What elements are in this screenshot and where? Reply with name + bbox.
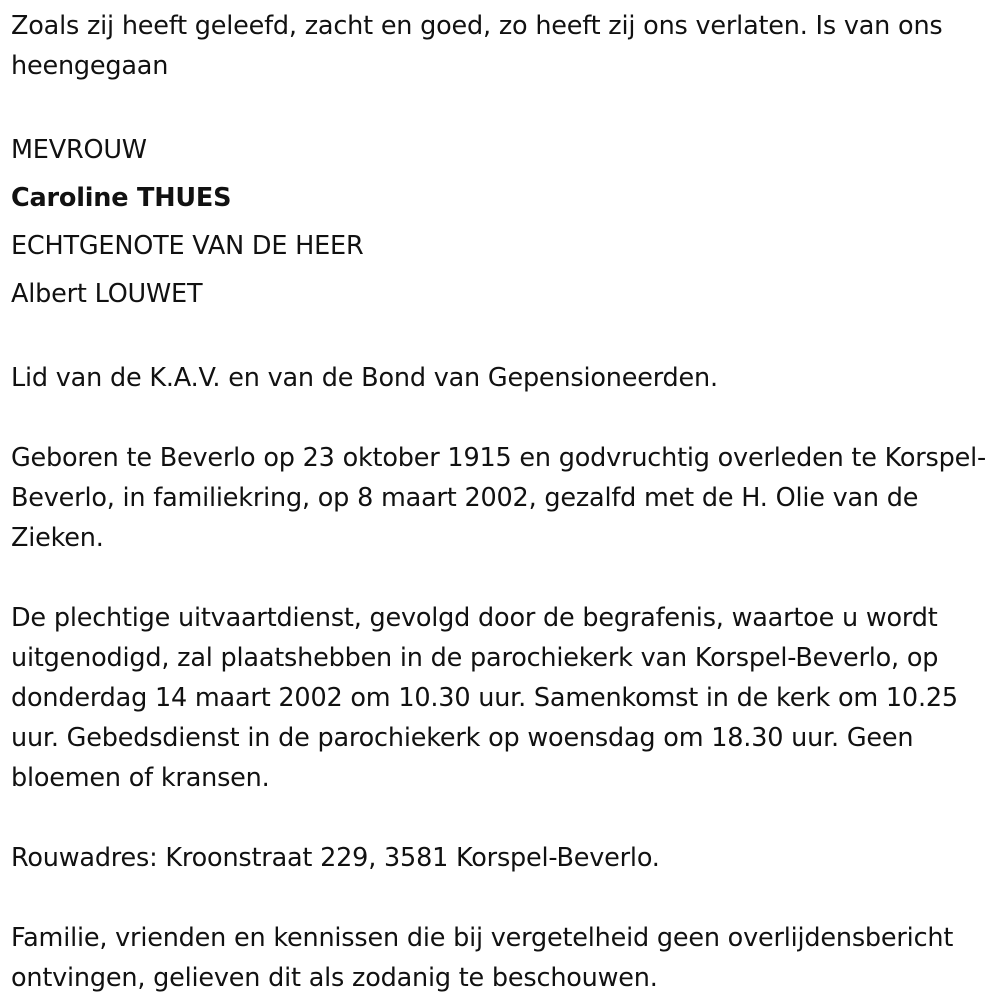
spacer (11, 558, 991, 598)
spacer (11, 798, 991, 838)
spouse-label: ECHTGENOTE VAN DE HEER (11, 231, 364, 261)
membership-text: Lid van de K.A.V. en van de Bond van Gepensioneerden. (11, 363, 718, 393)
deceased-name: Caroline THUES (11, 183, 232, 213)
spacer (11, 878, 991, 918)
obituary-notice (11, 6, 991, 998)
address-text: Rouwadres: Kroonstraat 229, 3581 Korspel-Beverlo. (11, 843, 660, 873)
spacer (11, 86, 991, 126)
intro-text: Zoals zij heeft geleefd, zacht en goed, zo heeft zij ons verlaten. Is van ons heengegaan (11, 11, 943, 81)
spacer (11, 318, 991, 358)
funeral-text: De plechtige uitvaartdienst, gevolgd door de begrafenis, waartoe u wordt uitgenodigd, zal plaatshebben in de parochiekerk van Korspel-Beverlo, op donderdag 14 maart 2002 om 10.30 uur. Samenkomst in de kerk om 10.25 uur. Gebedsdienst in de parochiekerk op woensdag om 18.30 uur. Geen bloemen of kransen. (11, 603, 958, 793)
spacer (11, 398, 991, 438)
spouse-name: Albert LOUWET (11, 279, 203, 309)
birth-death-text: Geboren te Beverlo op 23 oktober 1915 en godvruchtig overleden te Korspel-Beverlo, in familiekring, op 8 maart 2002, gezalfd met de H. Olie van de Zieken. (11, 443, 987, 553)
closing-text: Familie, vrienden en kennissen die bij vergetelheid geen overlijdensbericht ontvingen, gelieven dit als zodanig te beschouwen. (11, 923, 954, 993)
deceased-block (11, 126, 991, 318)
honorific-title: MEVROUW (11, 135, 147, 165)
